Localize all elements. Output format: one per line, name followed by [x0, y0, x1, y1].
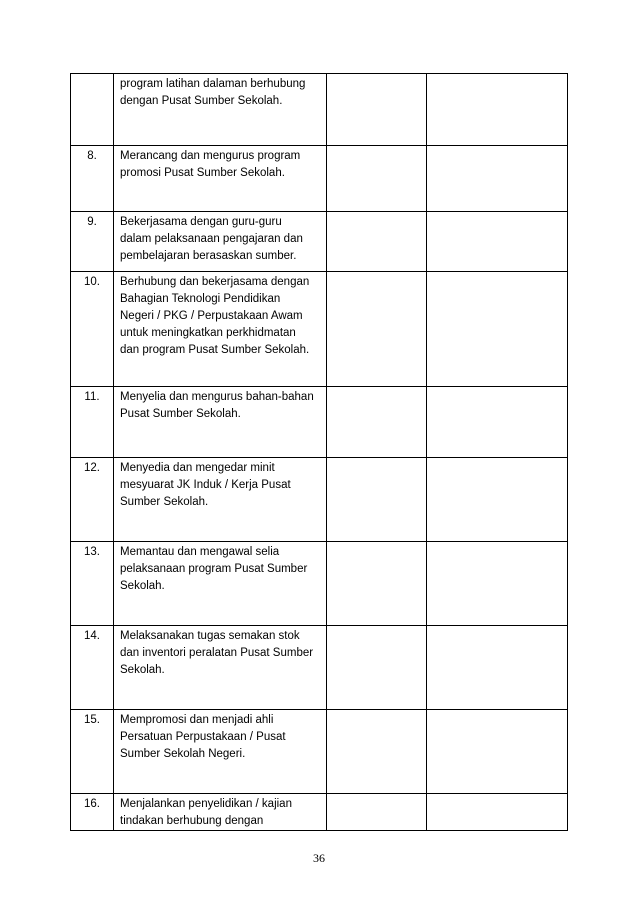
- blank-cell: [427, 212, 568, 272]
- blank-cell: [427, 74, 568, 146]
- row-number: 9.: [87, 216, 97, 228]
- task-text: Melaksanakan tugas semakan stok dan inventori peralatan Pusat Sumber Sekolah.: [120, 630, 314, 676]
- blank-cell: [327, 212, 427, 272]
- task-cell: [114, 458, 327, 542]
- row-number-cell: [71, 272, 114, 387]
- blank-cell: [327, 272, 427, 387]
- row-number-cell: [71, 710, 114, 794]
- row-number: 13.: [84, 546, 100, 558]
- blank-cell: [427, 458, 568, 542]
- blank-cell: [427, 710, 568, 794]
- task-text: Bekerjasama dengan guru-guru dalam pelaksanaan pengajaran dan pembelajaran berasaskan sumber.: [120, 216, 303, 262]
- row-number-cell: [71, 542, 114, 626]
- table-row: [71, 710, 568, 794]
- row-number: 16.: [84, 798, 100, 810]
- task-cell: [114, 542, 327, 626]
- task-cell: [114, 710, 327, 794]
- blank-cell: [427, 794, 568, 831]
- task-cell: [114, 387, 327, 458]
- blank-cell: [327, 74, 427, 146]
- task-cell: [114, 74, 327, 146]
- row-number-cell: [71, 458, 114, 542]
- table-row: [71, 794, 568, 831]
- row-number-cell: [71, 212, 114, 272]
- blank-cell: [427, 272, 568, 387]
- task-text: Merancang dan mengurus program promosi Pusat Sumber Sekolah.: [120, 150, 301, 179]
- task-cell: [114, 794, 327, 831]
- row-number: 14.: [84, 630, 100, 642]
- table-row: [71, 146, 568, 212]
- task-text: Menjalankan penyelidikan / kajian tindakan berhubung dengan: [120, 798, 292, 827]
- table-row: [71, 387, 568, 458]
- blank-cell: [427, 626, 568, 710]
- row-number-cell: [71, 74, 114, 146]
- blank-cell: [327, 458, 427, 542]
- row-number: 10.: [84, 276, 100, 288]
- blank-cell: [327, 626, 427, 710]
- blank-cell: [427, 542, 568, 626]
- row-number: 12.: [84, 462, 100, 474]
- table-row: [71, 272, 568, 387]
- table-row: [71, 542, 568, 626]
- table-row: [71, 212, 568, 272]
- row-number: [71, 74, 113, 76]
- task-cell: [114, 272, 327, 387]
- row-number: 8.: [87, 150, 97, 162]
- table-row: [71, 626, 568, 710]
- table-row: [71, 458, 568, 542]
- task-text: Menyedia dan mengedar minit mesyuarat JK Induk / Kerja Pusat Sumber Sekolah.: [120, 462, 291, 508]
- task-text: program latihan dalaman berhubung dengan Pusat Sumber Sekolah.: [120, 78, 306, 107]
- task-text: Berhubung dan bekerjasama dengan Bahagian Teknologi Pendidikan Negeri / PKG / Perpustakaan Awam untuk meningkatkan perkhidmatan dan program Pusat Sumber Sekolah.: [120, 276, 310, 356]
- row-number-cell: [71, 626, 114, 710]
- blank-cell: [327, 146, 427, 212]
- table-row: [71, 74, 568, 146]
- row-number-cell: [71, 387, 114, 458]
- task-text: Mempromosi dan menjadi ahli Persatuan Perpustakaan / Pusat Sumber Sekolah Negeri.: [120, 714, 286, 760]
- row-number-cell: [71, 794, 114, 831]
- blank-cell: [427, 146, 568, 212]
- duty-table: [70, 73, 568, 831]
- row-number: 15.: [84, 714, 100, 726]
- blank-cell: [427, 387, 568, 458]
- task-text: Memantau dan mengawal selia pelaksanaan program Pusat Sumber Sekolah.: [120, 546, 308, 592]
- blank-cell: [327, 387, 427, 458]
- task-cell: [114, 146, 327, 212]
- task-cell: [114, 212, 327, 272]
- task-cell: [114, 626, 327, 710]
- blank-cell: [327, 542, 427, 626]
- row-number: 11.: [84, 391, 100, 403]
- task-text: Menyelia dan mengurus bahan-bahan Pusat Sumber Sekolah.: [120, 391, 314, 420]
- page-number: 36: [313, 851, 325, 865]
- blank-cell: [327, 794, 427, 831]
- row-number-cell: [71, 146, 114, 212]
- blank-cell: [327, 710, 427, 794]
